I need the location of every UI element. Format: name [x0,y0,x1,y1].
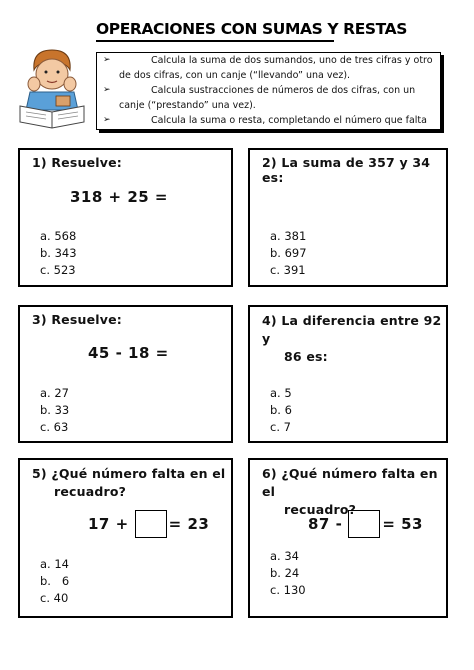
exercise-title-line2: recuadro? [284,502,357,517]
arrow-bullet-icon: ➢ [103,115,111,125]
exercise-title-line1: 4) La diferencia entre 92 y [262,313,442,346]
arrow-bullet-icon: ➢ [103,85,111,95]
answer-options [270,548,306,599]
option-a[interactable]: a. 27 [40,386,69,400]
exercise-card-4 [248,305,448,443]
exercise-title [262,312,446,366]
option-c[interactable]: c. 391 [270,263,306,277]
page-title: OPERACIONES CON SUMAS Y RESTAS [96,20,407,38]
exercise-equation [88,510,209,538]
answer-options [40,556,69,607]
option-b[interactable]: b. 33 [40,403,70,417]
exercise-equation [308,510,423,538]
exercise-title-line1: 6) ¿Qué número falta en el [262,466,438,499]
exercise-title-line2: recuadro? [54,484,127,499]
objectives-box [96,52,441,130]
option-a[interactable]: a. 5 [270,386,292,400]
answer-options [270,228,307,279]
exercise-equation: 318 + 25 = [70,188,168,206]
objective-item: ➢ Calcula la suma o resta, completando el número que falta [103,115,427,126]
answer-options [40,228,77,279]
exercise-card-2 [248,148,448,287]
exercise-title-line2: 86 es: [284,349,328,364]
equation-right: = 53 [382,515,423,533]
exercise-card-1 [18,148,233,287]
equation-right: = 23 [168,515,210,533]
option-b[interactable]: b. 343 [40,246,77,260]
option-b[interactable]: b. 6 [40,574,70,588]
exercise-title: 2) La suma de 357 y 34 es: [262,155,431,185]
arrow-bullet-icon: ➢ [103,55,111,65]
answer-input-box[interactable] [348,510,380,538]
student-reading-illustration [12,40,92,130]
exercise-title: 1) Resuelve: [32,155,122,170]
exercise-card-6 [248,458,448,618]
exercise-title-line1: 5) ¿Qué número falta en el [32,466,226,481]
title-underline [96,40,334,42]
option-a[interactable]: a. 568 [40,229,77,243]
option-a[interactable]: a. 14 [40,557,69,571]
option-c[interactable]: c. 40 [40,591,69,605]
exercise-card-3 [18,305,233,443]
equation-left: 87 - [308,515,343,533]
answer-input-box[interactable] [135,510,167,538]
equation-left: 17 + [88,515,129,533]
objective-item: ➢ Calcula la suma de dos sumandos, uno de tres cifras y otro de dos cifras, con un canje (“llevando” una vez). [103,55,433,81]
exercise-equation: 45 - 18 = [88,344,169,362]
option-c[interactable]: c. 63 [40,420,69,434]
option-c[interactable]: c. 523 [40,263,76,277]
answer-options [270,385,292,436]
objective-item: ➢ Calcula sustracciones de números de dos cifras, con un canje (“prestando” una vez). [103,85,416,111]
option-b[interactable]: b. 24 [270,566,300,580]
option-a[interactable]: a. 34 [270,549,299,563]
option-b[interactable]: b. 697 [270,246,307,260]
exercise-title [32,465,225,501]
answer-options [40,385,69,436]
option-b[interactable]: b. 6 [270,403,292,417]
option-c[interactable]: c. 7 [270,420,291,434]
option-a[interactable]: a. 381 [270,229,307,243]
exercise-card-5 [18,458,233,618]
option-c[interactable]: c. 130 [270,583,306,597]
exercise-title: 3) Resuelve: [32,312,122,327]
